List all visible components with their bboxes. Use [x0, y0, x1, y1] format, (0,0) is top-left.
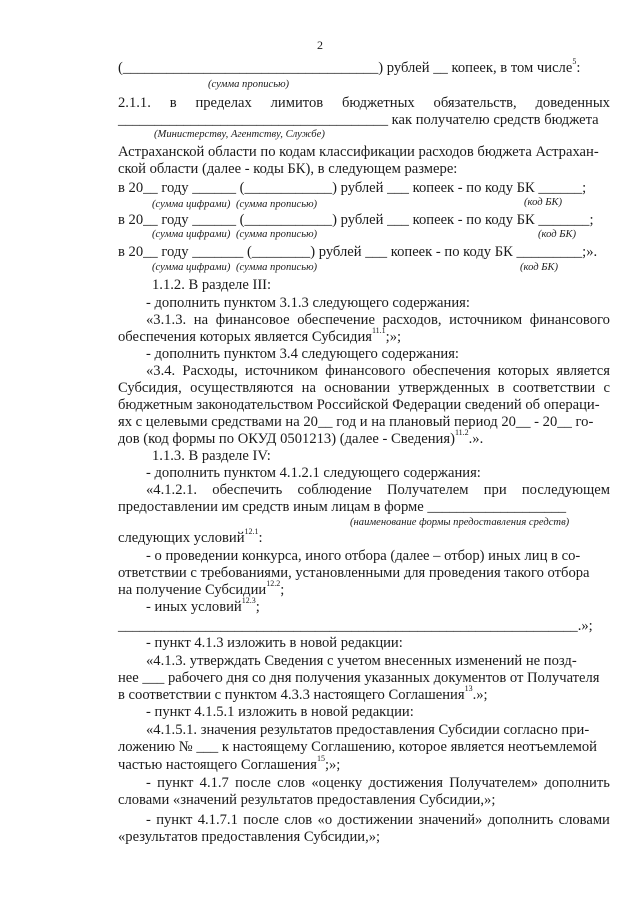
- text-line: - пункт 4.1.5.1 изложить в новой редакции:: [146, 704, 414, 720]
- text-line: - пункт 4.1.3 изложить в новой редакции:: [146, 635, 403, 651]
- text-line: - пункт 4.1.7 после слов «оценку достижения Получателем» дополнить: [146, 775, 610, 791]
- text-line: «4.1.3. утверждать Сведения с учетом внесенных изменений не позд-: [146, 653, 577, 669]
- caption: (код БК): [538, 229, 577, 240]
- text-line: предоставлении им средств иным лицам в форме ___________________: [118, 499, 567, 515]
- caption: (сумма цифрами): [152, 262, 231, 273]
- caption: (сумма прописью): [236, 229, 318, 240]
- caption: (сумма прописью): [208, 79, 290, 90]
- text-line: _______________________________________________________________.»;: [118, 618, 593, 634]
- text-line: ской области (далее - коды БК), в следующем размере:: [118, 161, 458, 177]
- caption: (наименование формы предоставления средств): [350, 517, 570, 528]
- text-line: словами «значений результатов предоставления Субсидии,»;: [118, 792, 496, 808]
- text-line: в 20__ году ______ (____________) рублей ___ копеек - по коду БК _______;: [118, 212, 594, 228]
- text-line: 2.1.1. в пределах лимитов бюджетных обязательств, доведенных: [118, 95, 610, 111]
- text-line: бюджетным законодательством Российской Федерации сведений об операци-: [118, 397, 600, 413]
- text-line: ответствии с требованиями, установленными для проведения такого отбора: [118, 565, 590, 581]
- text-line: _____________________________________ как получателю средств бюджета: [118, 112, 599, 128]
- text-line: «4.1.5.1. значения результатов предоставления Субсидии согласно при-: [146, 722, 590, 738]
- text-line: - о проведении конкурса, иного отбора (далее – отбор) иных лиц в со-: [146, 548, 581, 564]
- text-line: - пункт 4.1.7.1 после слов «о достижении значений» дополнить словами: [146, 812, 610, 828]
- caption: (код БК): [524, 197, 563, 208]
- text-line: «4.1.2.1. обеспечить соблюдение Получателем при последующем: [146, 482, 610, 498]
- caption: (сумма прописью): [236, 199, 318, 210]
- text-line: Субсидия, осуществляются на основании утвержденных в соответствии с: [118, 380, 610, 396]
- text-line: - дополнить пунктом 3.1.3 следующего содержания:: [146, 295, 470, 311]
- text-line: следующих условий$^{12.1}$:: [118, 527, 263, 546]
- text-line: - дополнить пунктом 3.4 следующего содержания:: [146, 346, 459, 362]
- caption: (сумма цифрами): [152, 229, 231, 240]
- text-line: ложению № ___ к настоящему Соглашению, которое является неотъемлемой: [118, 739, 597, 755]
- caption: (сумма цифрами): [152, 199, 231, 210]
- text-line: «3.1.3. на финансовое обеспечение расходов, источником финансового: [146, 312, 610, 328]
- text-line: 1.1.3. В разделе IV:: [152, 448, 271, 464]
- caption: (код БК): [520, 262, 559, 273]
- text-line: нее ___ рабочего дня со дня получения указанных документов от Получателя: [118, 670, 600, 686]
- text-line: в 20__ году _______ (________) рублей ___ копеек - по коду БК _________;».: [118, 244, 598, 260]
- text-line: обеспечения которых является Субсидия$^{11.1}$;»;: [118, 326, 402, 345]
- text-line: 1.1.2. В разделе III:: [152, 277, 272, 293]
- caption: (сумма прописью): [236, 262, 318, 273]
- text-line: частью настоящего Соглашения$^{15}$;»;: [118, 754, 341, 773]
- text-line: «результатов предоставления Субсидии,»;: [118, 829, 381, 845]
- text-line: (___________________________________) рублей __ копеек, в том числе$^5$:: [118, 57, 581, 76]
- text-line: - иных условий$^{12.3}$;: [146, 596, 260, 615]
- page-number: 2: [317, 38, 323, 52]
- text-line: дов (код формы по ОКУД 0501213) (далее - Сведения)$^{11.2}$.».: [118, 428, 484, 447]
- text-line: в соответствии с пунктом 4.3.3 настоящего Соглашения$^{13}$.»;: [118, 684, 488, 703]
- text-line: - дополнить пунктом 4.1.2.1 следующего содержания:: [146, 465, 481, 481]
- text-line: Астраханской области по кодам классификации расходов бюджета Астрахан-: [118, 144, 599, 160]
- caption: (Министерству, Агентству, Службе): [154, 129, 325, 140]
- text-line: ях с целевыми средствами на 20__ год и на плановый период 20__ - 20__ го-: [118, 414, 594, 430]
- text-line: на получение Субсидии$^{12.2}$;: [118, 579, 285, 598]
- text-line: в 20__ году ______ (____________) рублей ___ копеек - по коду БК ______;: [118, 180, 587, 196]
- text-line: «3.4. Расходы, источником финансового обеспечения которых является: [146, 363, 610, 379]
